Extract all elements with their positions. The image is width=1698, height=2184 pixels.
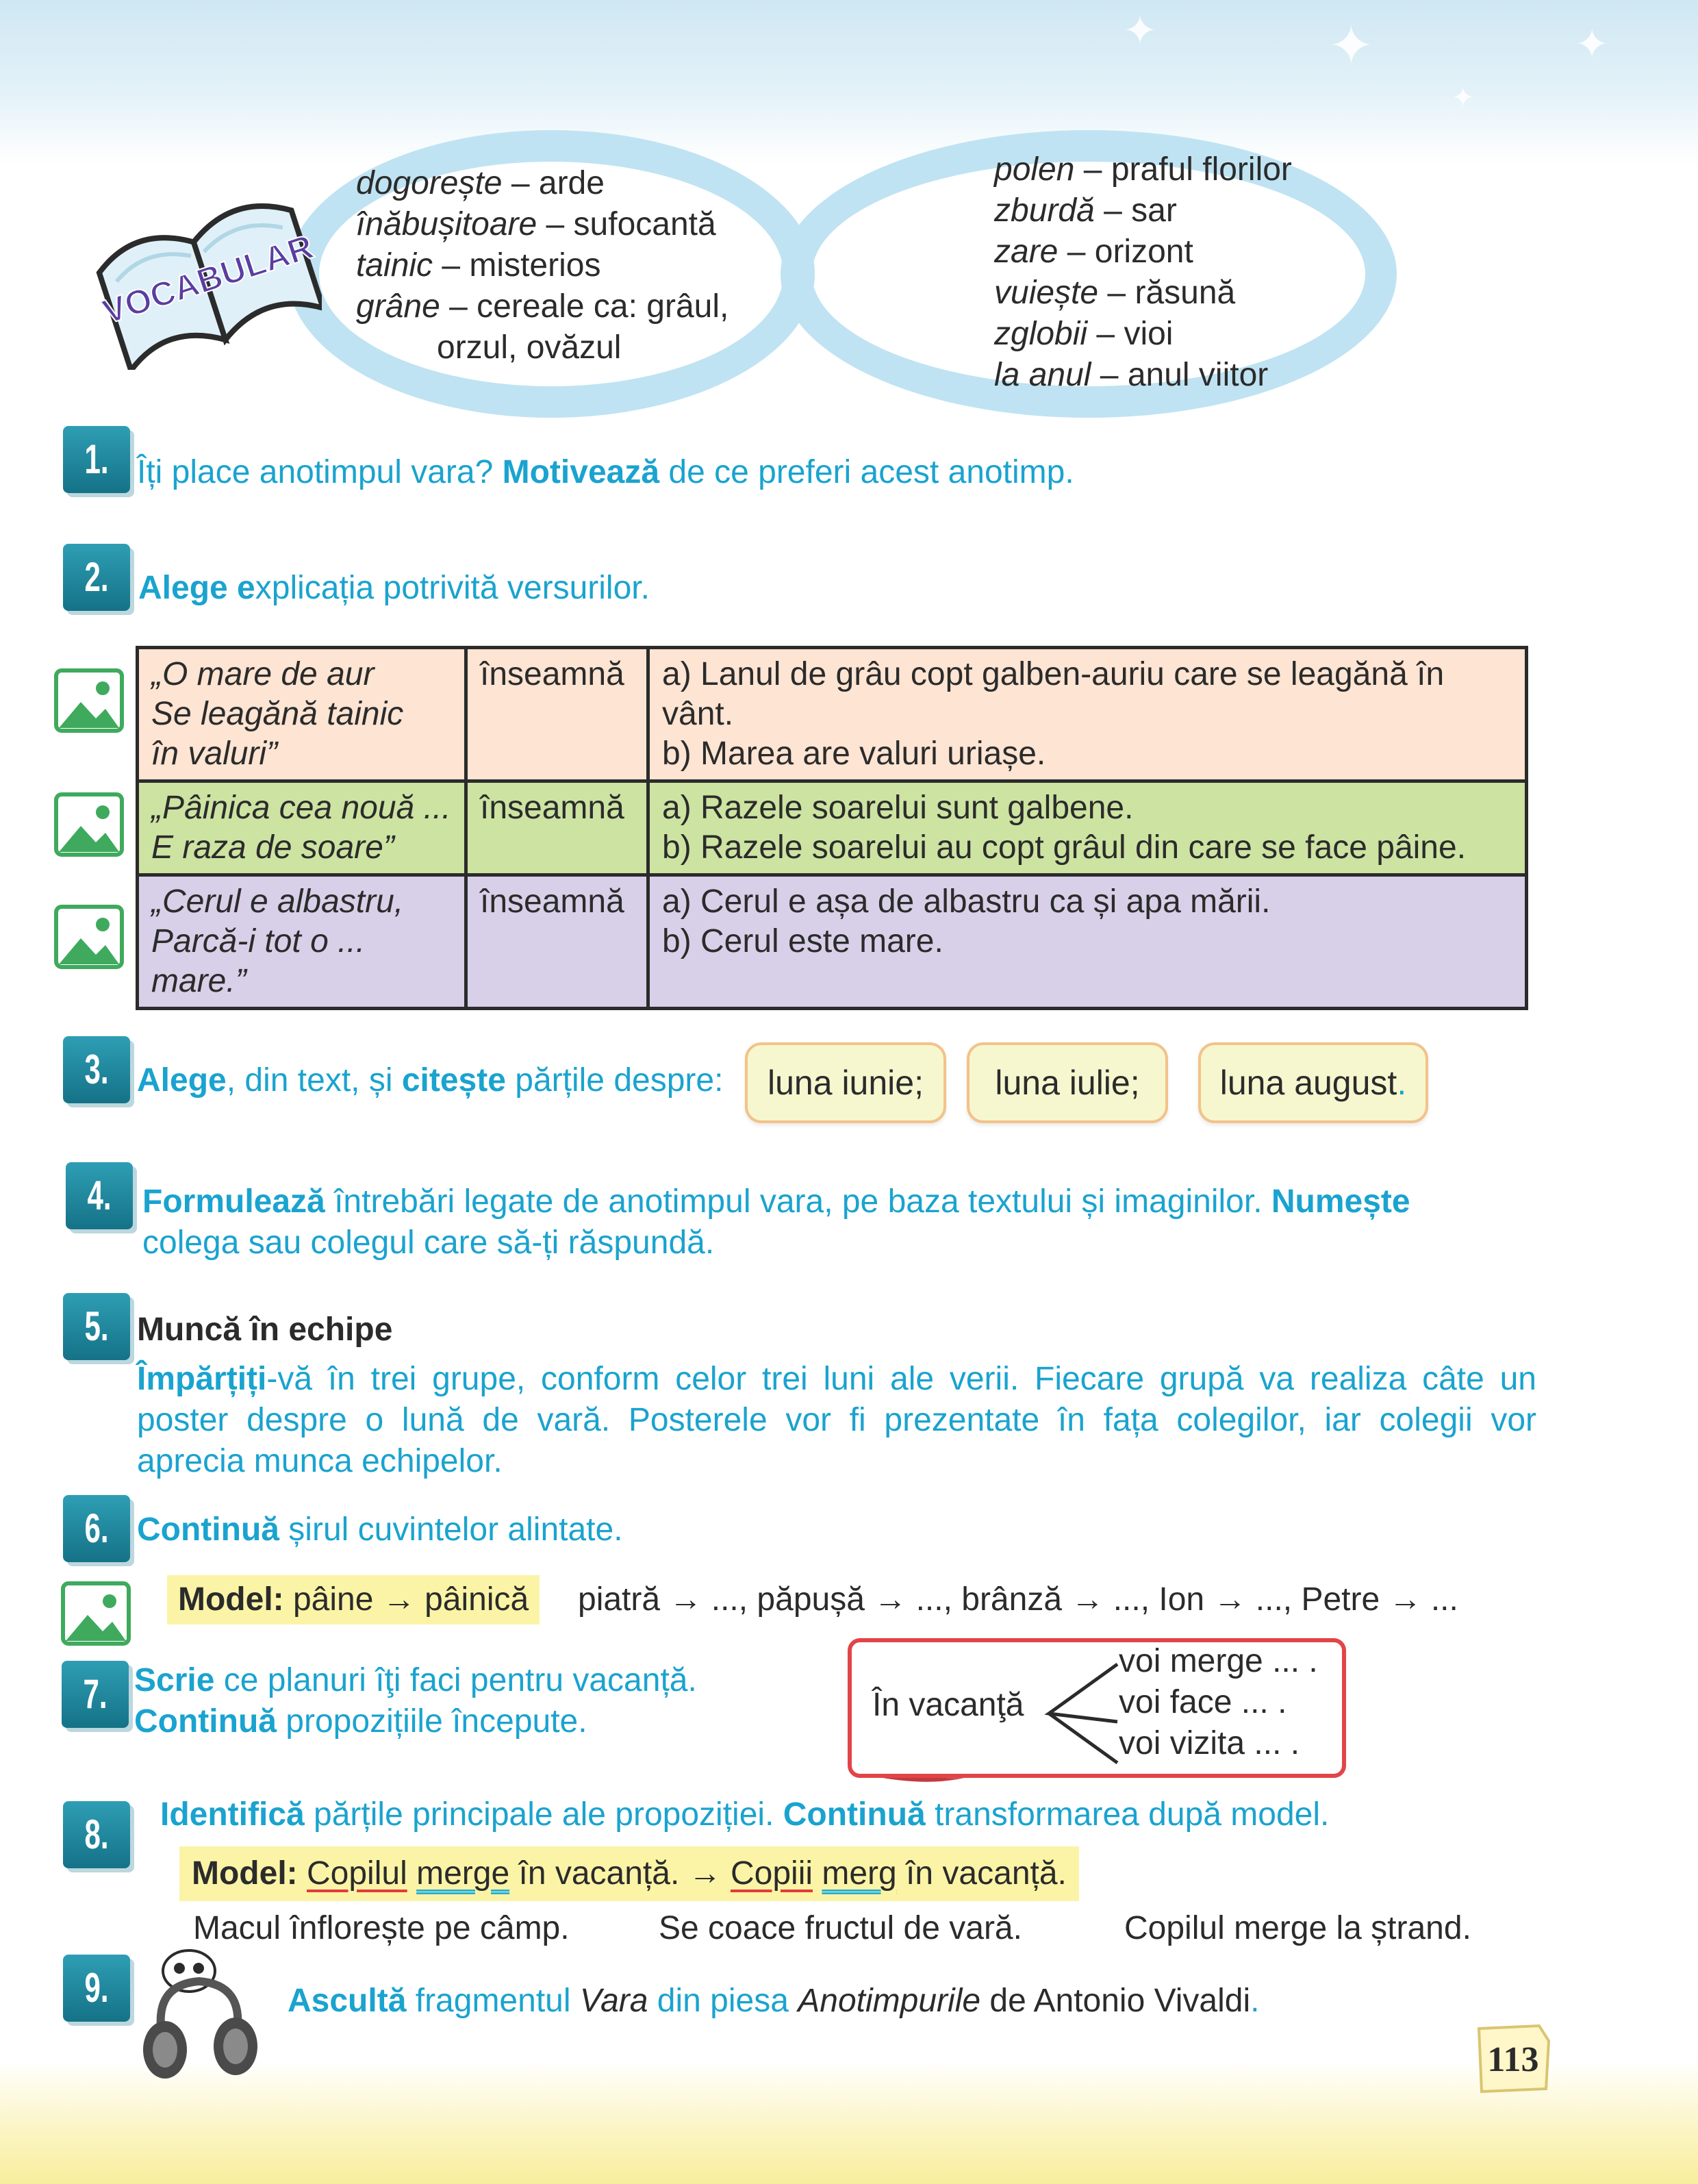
sparkle-icon: ✦	[1123, 8, 1158, 53]
sparkle-icon: ✦	[1328, 15, 1375, 76]
vocab-entry: tainic – misterios	[356, 247, 601, 284]
exercise-8-instruction: Identifică părțile principale ale propoziției. Continuă transformarea după model.	[160, 1796, 1330, 1833]
vocab-entry: zglobii – vioi	[994, 316, 1174, 352]
exercise-2-instruction: Alege explicația potrivită versurilor.	[138, 570, 650, 606]
exercise-6-model: Model: pâine → pâinică	[167, 1575, 540, 1624]
table-row	[138, 875, 1527, 1009]
exercise-7-instruction: Scrie ce planuri îţi faci pentru vacanță. Continuă propozițiile începute.	[134, 1662, 697, 1740]
exercise-number-badge: 4.	[66, 1162, 133, 1229]
vocabulary-list-left	[356, 163, 728, 368]
exercise-8-model: Model: Copilul merge în vacanță. → Copiii merg în vacanță.	[179, 1846, 1079, 1901]
image-placeholder-icon	[53, 792, 125, 857]
top-sky-background	[0, 0, 1698, 164]
verse-cell: „Cerul e albastru, Parcă-i tot o ... mare.”	[138, 875, 466, 1009]
vocab-entry: polen – praful florilor	[994, 151, 1292, 188]
exercise-8-sentence: Macul înflorește pe câmp.	[193, 1910, 570, 1946]
verse-explanation-table	[136, 646, 1528, 1010]
exercise-6-instruction: Continuă șirul cuvintelor alintate.	[137, 1511, 623, 1548]
vocab-entry: înăbușitoare – sufocantă	[356, 206, 716, 242]
image-placeholder-icon	[60, 1581, 131, 1646]
table-row	[138, 648, 1527, 781]
branch-arrows-icon	[1042, 1656, 1124, 1766]
exercise-4-instruction: Formulează întrebări legate de anotimpul vara, pe baza textului și imaginilor. Numește colega sau colegul care să-ți răspundă.	[142, 1183, 1410, 1261]
image-placeholder-icon	[53, 904, 125, 970]
exercise-6-words: piatră → ..., păpușă → ..., brânză → ..., Ion → ..., Petre → ...	[578, 1581, 1458, 1618]
exercise-5-title: Muncă în echipe	[137, 1311, 393, 1348]
exercise-8-sentence: Se coace fructul de vară.	[659, 1910, 1022, 1946]
page-number-tag	[1472, 2020, 1554, 2096]
exercise-number-badge: 9.	[63, 1955, 130, 2022]
exercise-9-instruction: Ascultă fragmentul Vara din piesa Anotimpurile de Antonio Vivaldi.	[288, 1983, 1260, 2019]
exercise-number-badge: 8.	[63, 1801, 130, 1868]
vocab-entry: zare – orizont	[994, 234, 1193, 270]
vocabulary-book-icon	[89, 164, 322, 370]
headphones-icon	[134, 1944, 264, 2094]
vocab-entry: dogorește – arde	[356, 165, 605, 201]
page-number: 113	[1487, 2040, 1539, 2079]
exercise-number-badge: 5.	[63, 1293, 130, 1360]
sparkle-icon: ✦	[1452, 83, 1475, 113]
meaning-cell: înseamnă	[466, 648, 648, 781]
meaning-cell: înseamnă	[466, 781, 648, 875]
options-cell: a) Cerul e așa de albastru ca și apa mării. b) Cerul este mare.	[648, 875, 1527, 1009]
image-placeholder-icon	[53, 668, 125, 733]
vacation-note-card	[848, 1638, 1346, 1778]
table-row	[138, 781, 1527, 875]
vocab-entry: vuiește – răsună	[994, 275, 1236, 311]
vocab-entry: orzul, ovăzul	[437, 329, 622, 366]
exercise-5-instruction: Împărțiți-vă în trei grupe, conform celor trei luni ale verii. Fiecare grupă va realiza câte un poster despre o lună de vară. Posterele vor fi prezentate în fața colegilor, iar colegii vor aprecia munca echipelor.	[137, 1361, 1536, 1479]
exercise-number-badge: 6.	[63, 1495, 130, 1562]
vocab-entry: la anul – anul viitor	[994, 357, 1269, 393]
exercise-number-badge: 3.	[63, 1036, 130, 1103]
exercise-number-badge: 7.	[62, 1661, 129, 1728]
note-items: voi merge ... . voi face ... . voi vizita ... .	[1119, 1643, 1318, 1761]
exercise-number-badge: 2.	[63, 544, 130, 611]
month-tag-august: luna august.	[1198, 1042, 1428, 1123]
month-tag-june: luna iunie;	[745, 1042, 946, 1123]
month-tag-july: luna iulie;	[967, 1042, 1168, 1123]
exercise-1-instruction: Îți place anotimpul vara? Motivează de ce preferi acest anotimp.	[137, 454, 1074, 490]
meaning-cell: înseamnă	[466, 875, 648, 1009]
exercise-number-badge: 1.	[63, 426, 130, 493]
vocab-entry: grâne – cereale ca: grâul,	[356, 288, 729, 325]
verse-cell: „O mare de aur Se leagănă tainic în valuri”	[138, 648, 466, 781]
sparkle-icon: ✦	[1575, 21, 1610, 67]
options-cell: a) Lanul de grâu copt galben-auriu care se leagănă în vânt. b) Marea are valuri uriașe.	[648, 648, 1527, 781]
vocab-entry: zburdă – sar	[994, 192, 1177, 229]
exercise-8-sentence: Copilul merge la ștrand.	[1124, 1910, 1471, 1946]
verse-cell: „Pâinica cea nouă ... E raza de soare”	[138, 781, 466, 875]
exercise-3-instruction: Alege, din text, și citește părțile despre:	[137, 1062, 724, 1099]
vocabulary-list-right	[994, 149, 1292, 396]
svg-text:VOCABULAR: VOCABULAR	[98, 227, 318, 331]
note-heading: În vacanţă	[872, 1687, 1024, 1723]
options-cell: a) Razele soarelui sunt galbene. b) Razele soarelui au copt grâul din care se face pâine.	[648, 781, 1527, 875]
